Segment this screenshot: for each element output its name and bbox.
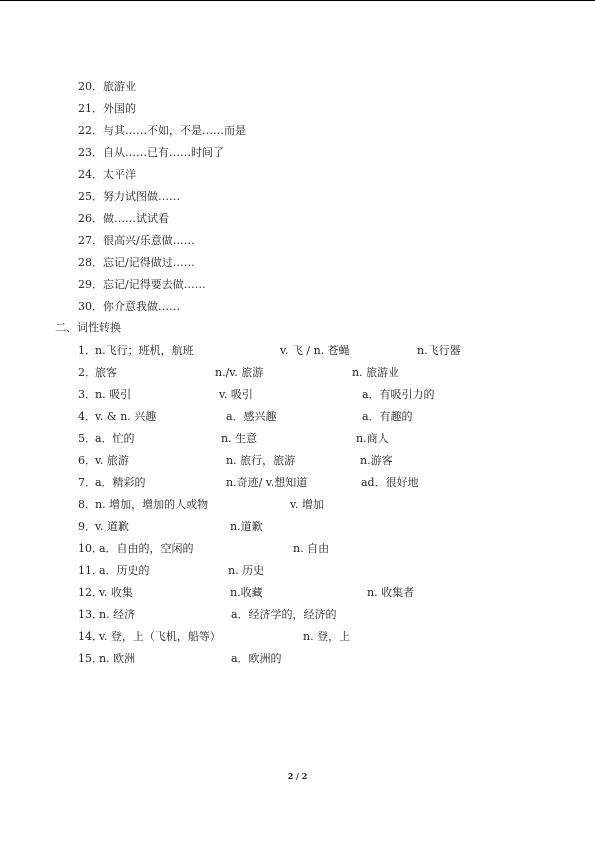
conversion-term-1: n.飞行；班机，航班 bbox=[95, 344, 194, 357]
conversion-number: 12． bbox=[78, 586, 103, 599]
phrase-number: 26． bbox=[78, 212, 103, 225]
conversion-term-2: n.奇迹/ v.想知道 bbox=[226, 476, 308, 489]
conversion-term-2: n. 自由 bbox=[293, 542, 330, 555]
conversion-term-1: a．自由的，空闲的 bbox=[99, 542, 194, 555]
conversion-term-1: n. 经济 bbox=[99, 608, 136, 621]
conversion-term-2: n. 生意 bbox=[221, 432, 258, 445]
phrase-number: 30． bbox=[78, 300, 103, 313]
conversion-term-1: a．忙的 bbox=[95, 432, 135, 445]
conversion-term-3: ad．很好地 bbox=[361, 476, 419, 489]
conversion-term-1: v. & n. 兴趣 bbox=[95, 410, 157, 423]
conversion-term-2: a．感兴趣 bbox=[226, 410, 277, 423]
conversion-term-2: n./v. 旅游 bbox=[215, 366, 264, 379]
phrase-text: 做……试试看 bbox=[103, 212, 169, 225]
conversion-number: 15． bbox=[78, 652, 103, 665]
conversion-number: 6． bbox=[78, 454, 96, 467]
conversion-term-1: 旅客 bbox=[95, 366, 117, 379]
phrase-number: 23． bbox=[78, 146, 103, 159]
conversion-number: 8． bbox=[78, 498, 96, 511]
phrase-text: 忘记/记得做过…… bbox=[103, 256, 195, 269]
phrase-text: 外国的 bbox=[103, 102, 136, 115]
conversion-term-1: n. 吸引 bbox=[95, 388, 132, 401]
conversion-number: 1． bbox=[78, 344, 96, 357]
conversion-term-2: a．欧洲的 bbox=[231, 652, 282, 665]
conversion-term-3: n.飞行器 bbox=[417, 344, 461, 357]
conversion-term-1: n. 欧洲 bbox=[99, 652, 136, 665]
conversion-term-1: a．历史的 bbox=[99, 564, 150, 577]
phrase-item bbox=[78, 124, 246, 138]
phrase-number: 27． bbox=[78, 234, 103, 247]
phrase-item bbox=[78, 190, 180, 204]
conversion-term-3: a．有趣的 bbox=[362, 410, 413, 423]
phrase-text: 与其……不如，不是……而是 bbox=[103, 124, 246, 137]
phrase-item bbox=[78, 256, 195, 270]
conversion-number: 2． bbox=[78, 366, 96, 379]
conversion-term-1: n. 增加，增加的人或物 bbox=[95, 498, 209, 511]
conversion-term-2: v. 增加 bbox=[290, 498, 324, 511]
phrase-item bbox=[78, 168, 136, 182]
conversion-term-1: a．精彩的 bbox=[95, 476, 146, 489]
conversion-term-2: n. 历史 bbox=[228, 564, 265, 577]
conversion-number: 7． bbox=[78, 476, 96, 489]
section-heading: 二、词性转换 bbox=[55, 321, 121, 334]
conversion-term-1: v. 收集 bbox=[99, 586, 133, 599]
conversion-term-2: v. 飞 / n. 苍蝇 bbox=[280, 344, 350, 357]
conversion-number: 4． bbox=[78, 410, 96, 423]
phrase-item bbox=[78, 146, 224, 160]
conversion-term-2: n.道歉 bbox=[230, 520, 263, 533]
conversion-term-2: v. 吸引 bbox=[219, 388, 253, 401]
conversion-number: 5． bbox=[78, 432, 96, 445]
phrase-number: 22． bbox=[78, 124, 103, 137]
phrase-text: 旅游业 bbox=[103, 80, 136, 93]
phrase-item bbox=[78, 278, 206, 292]
conversion-number: 10． bbox=[78, 542, 103, 555]
conversion-term-1: v. 登，上（飞机，船等） bbox=[99, 630, 221, 643]
conversion-term-2: n.收藏 bbox=[230, 586, 263, 599]
phrase-number: 25． bbox=[78, 190, 103, 203]
phrase-item bbox=[78, 80, 136, 94]
phrase-item bbox=[78, 300, 180, 314]
conversion-number: 13． bbox=[78, 608, 103, 621]
phrase-text: 忘记/记得要去做…… bbox=[103, 278, 206, 291]
conversion-number: 14． bbox=[78, 630, 103, 643]
phrase-number: 21． bbox=[78, 102, 103, 115]
conversion-term-2: a．经济学的，经济的 bbox=[231, 608, 337, 621]
phrase-item bbox=[78, 234, 195, 248]
conversion-term-1: v. 道歉 bbox=[95, 520, 129, 533]
conversion-term-2: n. 旅行，旅游 bbox=[226, 454, 296, 467]
conversion-term-3: n. 旅游业 bbox=[352, 366, 400, 379]
phrase-text: 太平洋 bbox=[103, 168, 136, 181]
phrase-text: 自从……已有……时间了 bbox=[103, 146, 224, 159]
phrase-number: 20． bbox=[78, 80, 103, 93]
conversion-term-2: n. 登，上 bbox=[303, 630, 351, 643]
conversion-number: 3． bbox=[78, 388, 96, 401]
page-number: 2 / 2 bbox=[287, 771, 308, 781]
conversion-number: 9． bbox=[78, 520, 96, 533]
conversion-term-3: a．有吸引力的 bbox=[362, 388, 435, 401]
conversion-term-3: n. 收集者 bbox=[367, 586, 415, 599]
phrase-number: 29． bbox=[78, 278, 103, 291]
phrase-text: 努力试图做…… bbox=[103, 190, 180, 203]
phrase-text: 你介意我做…… bbox=[103, 300, 180, 313]
phrase-item bbox=[78, 212, 169, 226]
conversion-term-3: n.商人 bbox=[356, 432, 389, 445]
conversion-term-1: v. 旅游 bbox=[95, 454, 129, 467]
conversion-term-3: n.游客 bbox=[360, 454, 393, 467]
phrase-item bbox=[78, 102, 136, 116]
phrase-number: 28． bbox=[78, 256, 103, 269]
phrase-number: 24． bbox=[78, 168, 103, 181]
conversion-number: 11． bbox=[78, 564, 103, 577]
phrase-text: 很高兴/乐意做…… bbox=[103, 234, 195, 247]
